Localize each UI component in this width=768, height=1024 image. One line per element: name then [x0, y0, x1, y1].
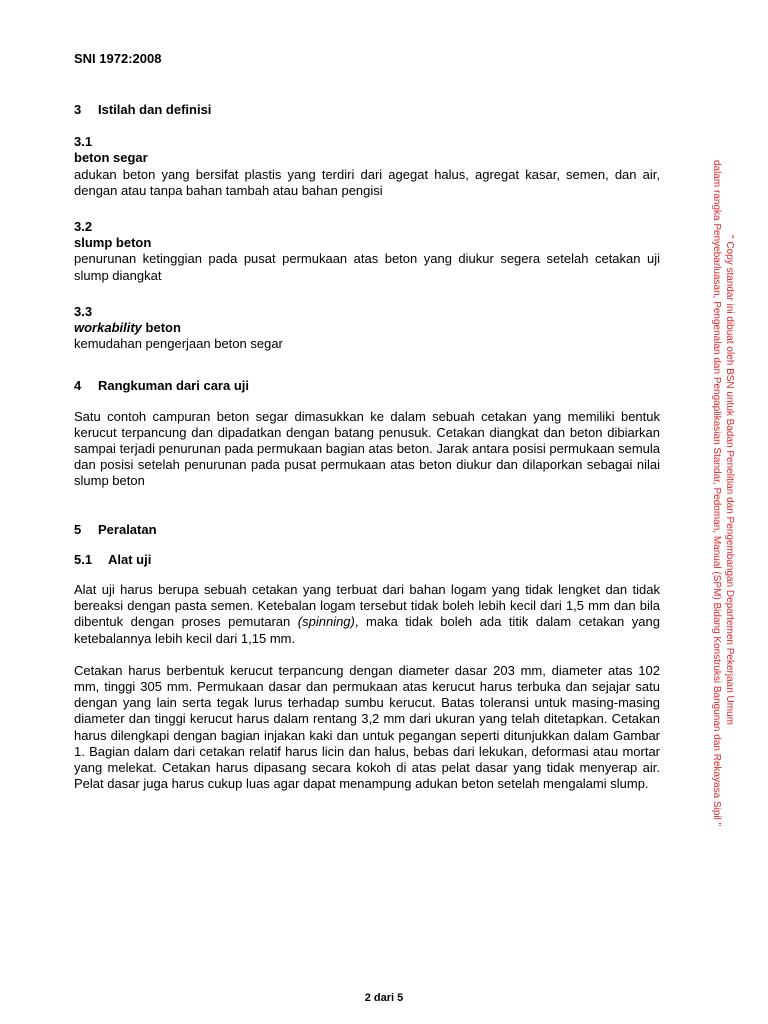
section-5-1-paragraph-1 — [74, 582, 660, 647]
term-name-italic: workability — [74, 320, 142, 336]
section-title: Istilah dan definisi — [98, 102, 212, 117]
section-5-heading — [74, 522, 660, 538]
section-4-heading — [74, 378, 660, 394]
subsection-5-1-heading — [74, 552, 660, 568]
page-number: 2 dari 5 — [364, 992, 404, 1004]
term-name — [74, 320, 660, 336]
term-3-1 — [74, 134, 660, 199]
section-5-1-paragraph-2: Cetakan harus berbentuk kerucut terpancung dengan diameter dasar 203 mm, diameter atas 102 mm, tinggi 305 mm. Permukaan dasar dan permukaan atas kerucut harus terbuka dan sejajar satu dengan yang lain serta tegak lurus terhadap sumbu kerucut. Batas toleransi untuk masing-masing diameter dan tinggi kerucut harus dalam rentang 3,2 mm dari ukuran yang telah ditetapkan. Cetakan harus dilengkapi dengan bagian injakan kaki dan untuk pegangan seperti ditunjukkan dalam Gambar 1. Bagian dalam dari cetakan relatif harus licin dan halus, bebas dari lekukan, deformasi atau mortar yang melekat. Cetakan harus dipasang secara kokoh di atas pelat dasar yang tidak menyerap air. Pelat dasar juga harus cukup luas agar dapat menampung adukan beton setelah mengalami slump. — [74, 662, 660, 792]
term-number: 3.2 — [74, 219, 93, 235]
term-3-2 — [74, 219, 660, 284]
section-number: 3 — [74, 102, 82, 117]
term-3-3 — [74, 304, 660, 353]
term-definition: kemudahan pengerjaan beton segar — [74, 336, 283, 352]
section-4-paragraph: Satu contoh campuran beton segar dimasukkan ke dalam sebuah cetakan yang memiliki bentuk kerucut terpancung dan dipadatkan dengan batang penusuk. Cetakan diangkat dan beton dibiarkan sampai terjadi penurunan pada permukaan bagian atas beton. Jarak antara posisi permukaan semula dan posisi setelah penurunan pada pusat permukaan atas beton diukur dan dilaporkan sebagai nilai slump beton — [74, 408, 660, 489]
term-number: 3.3 — [74, 303, 93, 319]
section-title: Rangkuman dari cara uji — [98, 378, 249, 394]
paragraph-italic: (spinning) — [297, 614, 355, 630]
term-definition: penurunan ketinggian pada pusat permukaan atas beton yang diukur segera setelah cetakan uji slump diangkat — [74, 251, 660, 283]
section-number: 5 — [74, 521, 82, 537]
term-name: slump beton — [74, 235, 152, 251]
paragraph-text: , maka tidak boleh ada titik dalam cetakan yang ketebalannya lebih kecil dari 1,15 mm. — [74, 614, 660, 646]
term-definition: adukan beton yang bersifat plastis yang terdiri dari agegat halus, agregat kasar, semen, dan air, dengan atau tanpa bahan tambah atau bahan pengisi — [74, 166, 660, 198]
document-body — [74, 102, 660, 809]
subsection-title: Alat uji — [108, 551, 152, 567]
term-name-rest: beton — [141, 320, 181, 336]
watermark-line-2: dalam rangka Penyebarluasan, Pengenalan dan Pengaplikasian Standar, Pedoman, Manual (SPM) Bidang Konstruksi Bangunan dan Rekayasa Sipil " — [711, 160, 722, 827]
section-3-heading — [74, 102, 660, 118]
term-name: beton segar — [74, 150, 148, 166]
document-id: SNI 1972:2008 — [74, 51, 162, 66]
term-number: 3.1 — [74, 134, 93, 150]
section-number: 4 — [74, 378, 82, 394]
copyright-watermark — [710, 160, 736, 827]
paragraph-text: Alat uji harus berupa sebuah cetakan yang terbuat dari bahan logam yang tidak lengket dan tidak bereaksi dengan pasta semen. Ketebalan logam tersebut tidak boleh lebih kecil dari 1,5 mm dan bila dibentuk dengan proses pemutaran — [74, 582, 660, 630]
subsection-number: 5.1 — [74, 551, 93, 567]
section-title: Peralatan — [98, 521, 157, 537]
watermark-line-1: " Copy standar ini dibuat oleh BSN untuk Badan Penelitian dan Pengembangan Departemen Pekerjaan Umum — [724, 235, 735, 725]
